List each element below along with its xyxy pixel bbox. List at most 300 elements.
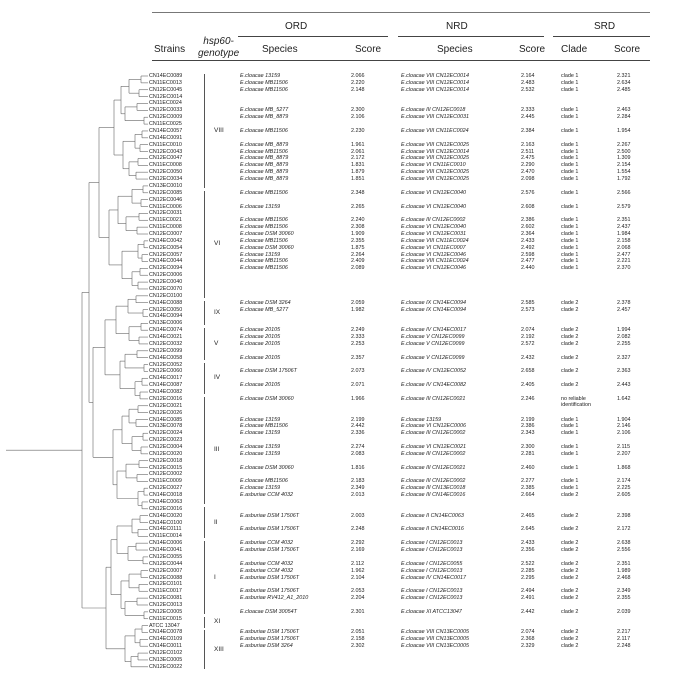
srd-score: 2.158 bbox=[617, 237, 631, 244]
nrd-score: 2.277 bbox=[521, 478, 535, 485]
ord-species: E.cloacae 13159 bbox=[240, 251, 281, 258]
strain-label: CN14EC0091 bbox=[149, 134, 183, 141]
strain-label: CN12EC0021 bbox=[149, 402, 183, 409]
genotype-label: IV bbox=[214, 374, 221, 382]
genotype-bracket bbox=[204, 541, 205, 614]
nrd-score: 2.460 bbox=[521, 464, 535, 471]
srd-score: 2.267 bbox=[617, 141, 631, 148]
nrd-species: E.cloacae II CN14EC0016 bbox=[401, 526, 464, 533]
srd-score: 2.115 bbox=[617, 443, 631, 450]
ord-score: 2.061 bbox=[351, 148, 365, 155]
srd-clade: clade 1 bbox=[561, 189, 579, 196]
strain-label: CN12EC0026 bbox=[149, 409, 183, 416]
nrd-score: 2.163 bbox=[521, 141, 535, 148]
nrd-score: 2.074 bbox=[521, 327, 535, 334]
nrd-score: 2.192 bbox=[521, 334, 535, 341]
ord-species: E.cloacae DSM 30060 bbox=[240, 395, 294, 402]
genotype-bracket bbox=[204, 397, 205, 504]
ord-species: E.asburiae DSM 17506T bbox=[240, 547, 300, 554]
nrd-species: E.cloacae VI CN12EC0046 bbox=[401, 265, 467, 272]
srd-clade: clade 2 bbox=[561, 595, 579, 602]
nrd-header: NRD bbox=[446, 21, 468, 32]
srd-score: 2.351 bbox=[617, 217, 631, 224]
srd-clade: clade 2 bbox=[561, 340, 579, 347]
ord-species: E.cloacae 20105 bbox=[240, 354, 281, 361]
strain-label: CN12EC0022 bbox=[149, 663, 183, 670]
nrd-species: E.cloacae VI CN12EC0040 bbox=[401, 203, 467, 210]
strain-label: CN12EC0047 bbox=[149, 155, 183, 162]
nrd-score: 2.465 bbox=[521, 512, 535, 519]
ord-species: E.cloacae DSM 30054T bbox=[240, 608, 297, 615]
strain-label: CN14EC0058 bbox=[149, 354, 183, 361]
strain-label: CN12EC0014 bbox=[149, 93, 183, 100]
ord-score: 2.336 bbox=[351, 430, 365, 437]
ord-score: 2.148 bbox=[351, 86, 365, 93]
nrd-score: 2.645 bbox=[521, 526, 535, 533]
strain-label: CN13EC0010 bbox=[149, 182, 183, 189]
nrd-species: E.cloacae III CN12EC0021 bbox=[401, 464, 466, 471]
strain-label: CN12EC0005 bbox=[149, 608, 183, 615]
strain-label: CN12EC0044 bbox=[149, 560, 183, 567]
ord-species: E.cloacae MB_8879 bbox=[240, 176, 289, 183]
srd-clade: clade 1 bbox=[561, 244, 579, 251]
strains-header: Strains bbox=[154, 44, 186, 55]
ord-species: E.asburiae CCM 4032 bbox=[240, 567, 294, 574]
ord-species: E.cloacae MB_8879 bbox=[240, 162, 289, 169]
nrd-score: 2.532 bbox=[521, 86, 535, 93]
srd-score: 2.485 bbox=[617, 86, 631, 93]
ord-score: 2.292 bbox=[351, 540, 365, 547]
ord-score: 1.961 bbox=[351, 141, 365, 148]
nrd-species: E.cloacae III CN12EC0002 bbox=[401, 217, 466, 224]
nrd-species: E.cloacae VI CN12EC0046 bbox=[401, 251, 467, 258]
strain-label: CN12EC0050 bbox=[149, 169, 183, 176]
ord-species: E.cloacae MB_8879 bbox=[240, 169, 289, 176]
ord-species: E.cloacae DSM 30060 bbox=[240, 231, 294, 237]
nrd-species: E.cloacae I CN12EC0013 bbox=[401, 567, 463, 574]
strain-label: CN12EC0043 bbox=[149, 148, 183, 155]
ord-species: E.cloacae MB_5277 bbox=[240, 306, 289, 313]
nrd-species: E.cloacae V CN12EC0099 bbox=[401, 340, 465, 347]
nrd-species: E.cloacae III CN12EC0021 bbox=[401, 395, 466, 402]
srd-score: 2.500 bbox=[617, 148, 631, 155]
nrd-score: 2.329 bbox=[521, 643, 535, 650]
ord-score: 2.089 bbox=[351, 265, 365, 272]
nrd-species: E.cloacae IV CN12EC0052 bbox=[401, 368, 467, 375]
nrd-species: E.cloacae IV CN14EC0017 bbox=[401, 574, 467, 581]
nrd-score: 2.384 bbox=[521, 127, 535, 134]
nrd-species: E.cloacae VI CN12EC0021 bbox=[401, 443, 467, 450]
srd-clade-header: Clade bbox=[561, 44, 588, 55]
srd-clade: clade 2 bbox=[561, 608, 579, 615]
srd-clade: clade 1 bbox=[561, 148, 579, 155]
nrd-score: 2.356 bbox=[521, 547, 535, 554]
genotype-bracket bbox=[204, 328, 205, 359]
srd-clade: clade 1 bbox=[561, 485, 579, 492]
strain-label: CN14EC0111 bbox=[149, 526, 182, 533]
nrd-score: 2.491 bbox=[521, 595, 535, 602]
srd-score: 2.117 bbox=[617, 636, 631, 643]
nrd-score: 2.511 bbox=[521, 148, 535, 155]
srd-clade: clade 2 bbox=[561, 512, 579, 519]
genotype-label: V bbox=[214, 339, 219, 347]
strain-label: CN12EC0101 bbox=[149, 581, 183, 588]
ord-score: 2.253 bbox=[351, 340, 365, 347]
nrd-species: E.cloacae VIII CN13EC0005 bbox=[401, 643, 470, 650]
nrd-score: 2.433 bbox=[521, 540, 535, 547]
strain-label: CN14EC0041 bbox=[149, 547, 183, 554]
strain-label: CN12EC0070 bbox=[149, 285, 183, 292]
ord-species: E.cloacae 20105 bbox=[240, 340, 281, 347]
srd-score: 2.248 bbox=[617, 643, 631, 650]
nrd-species: E.cloacae VIII CN11EC0024 bbox=[401, 258, 469, 265]
genotype-bracket bbox=[204, 363, 205, 394]
srd-score: 2.174 bbox=[617, 478, 631, 485]
srd-clade: clade 1 bbox=[561, 176, 579, 183]
nrd-score: 2.364 bbox=[521, 231, 535, 237]
srd-clade: clade 2 bbox=[561, 306, 579, 313]
ord-score: 2.355 bbox=[351, 237, 365, 244]
nrd-score: 2.385 bbox=[521, 485, 535, 492]
ord-score: 2.169 bbox=[351, 547, 365, 554]
genotype-bracket bbox=[204, 191, 205, 298]
srd-score: 2.579 bbox=[617, 203, 631, 210]
strain-label: CN14EC0018 bbox=[149, 492, 183, 499]
srd-score: 2.039 bbox=[617, 608, 631, 615]
nrd-score: 2.658 bbox=[521, 368, 535, 375]
nrd-score: 2.440 bbox=[521, 265, 535, 272]
srd-clade: clade 1 bbox=[561, 430, 579, 437]
strain-label: CN12EC0024 bbox=[149, 430, 183, 437]
srd-clade: clade 1 bbox=[561, 237, 579, 244]
srd-score: 1.904 bbox=[617, 416, 631, 423]
srd-clade: clade 1 bbox=[561, 416, 579, 423]
ord-species: E.asburiae CCM 4032 bbox=[240, 560, 294, 567]
ord-rule bbox=[238, 36, 388, 37]
strain-label: CN14EC0006 bbox=[149, 540, 183, 547]
srd-clade: clade 1 bbox=[561, 107, 579, 114]
ord-score: 1.962 bbox=[351, 567, 365, 574]
srd-score: 1.642 bbox=[617, 395, 631, 402]
ord-species: E.cloacae MB_8879 bbox=[240, 141, 289, 148]
strain-label: CN12EC0007 bbox=[149, 231, 183, 237]
strain-label: CN12EC0018 bbox=[149, 457, 183, 464]
srd-clade: clade 1 bbox=[561, 114, 579, 121]
srd-score: 2.321 bbox=[617, 73, 631, 79]
strain-label: CN12EC0016 bbox=[149, 505, 183, 512]
strain-label: CN12EC0006 bbox=[149, 272, 183, 279]
strain-label: CN14EC0078 bbox=[149, 629, 183, 636]
nrd-species: E.cloacae III CN13EC0018 bbox=[401, 485, 466, 492]
ord-species: E.asburiae CCM 4032 bbox=[240, 540, 294, 547]
strain-label: CN14EC0109 bbox=[149, 636, 183, 643]
ord-score: 2.240 bbox=[351, 217, 365, 224]
srd-score: 2.172 bbox=[617, 526, 631, 533]
nrd-score: 2.300 bbox=[521, 443, 535, 450]
nrd-species: E.cloacae VI CN12EC0040 bbox=[401, 224, 467, 231]
nrd-species: E.cloacae VI CN11EC0007 bbox=[401, 244, 466, 251]
nrd-score: 2.585 bbox=[521, 299, 535, 306]
strain-label: CN14EC0021 bbox=[149, 334, 183, 341]
ord-score: 1.966 bbox=[351, 395, 365, 402]
genotype-bracket bbox=[204, 74, 205, 188]
strain-label: CN12EC0016 bbox=[149, 395, 183, 402]
srd-score-header: Score bbox=[614, 44, 641, 55]
genotype-bracket bbox=[204, 301, 205, 326]
srd-score: 2.327 bbox=[617, 354, 631, 361]
ord-score: 2.199 bbox=[351, 416, 365, 423]
strain-label: CN14EC0020 bbox=[149, 512, 183, 519]
strain-label: CN11EC0008 bbox=[149, 224, 182, 231]
ord-score: 2.053 bbox=[351, 588, 365, 595]
ord-species-header: Species bbox=[262, 44, 298, 55]
srd-clade: clade 1 bbox=[561, 169, 579, 176]
strain-label: CN14EC0044 bbox=[149, 258, 183, 265]
strain-label: CN12EC0100 bbox=[149, 292, 183, 299]
ord-score: 2.083 bbox=[351, 450, 365, 457]
ord-species: E.cloacae MB11506 bbox=[240, 258, 288, 265]
ord-species: E.asburiae CCM 4032 bbox=[240, 492, 294, 499]
strain-label: CN11EC0006 bbox=[149, 203, 182, 210]
ord-species: E.cloacae DSM 30060 bbox=[240, 464, 294, 471]
srd-score: 1.792 bbox=[617, 176, 631, 183]
strain-label: CN11EC0024 bbox=[149, 100, 182, 107]
strain-label: CN11EC0015 bbox=[149, 615, 182, 622]
nrd-score: 2.386 bbox=[521, 423, 535, 430]
ord-score: 2.112 bbox=[351, 560, 365, 567]
nrd-species: E.cloacae VI CN11EC0010 bbox=[401, 162, 466, 169]
srd-clade: clade 2 bbox=[561, 368, 579, 375]
nrd-species: E.cloacae IV CN14EC0017 bbox=[401, 327, 467, 334]
nrd-species: E.cloacae VIII CN11EC0024 bbox=[401, 237, 469, 244]
srd-score: 2.605 bbox=[617, 492, 631, 499]
ord-species: E.asburiae DSM 17506T bbox=[240, 636, 300, 643]
strain-label: CN12EC0102 bbox=[149, 650, 183, 657]
srd-clade: clade 2 bbox=[561, 574, 579, 581]
nrd-score: 2.492 bbox=[521, 244, 535, 251]
nrd-score: 2.333 bbox=[521, 107, 535, 114]
ord-species: E.cloacae MB11506 bbox=[240, 478, 288, 485]
strain-label: CN12EC0015 bbox=[149, 464, 183, 471]
srd-score: 2.566 bbox=[617, 189, 631, 196]
ord-species: E.cloacae 20105 bbox=[240, 382, 281, 389]
strain-label: CN12EC0085 bbox=[149, 189, 183, 196]
strain-label: CN12EC0004 bbox=[149, 443, 183, 450]
ord-species: E.cloacae MB11506 bbox=[240, 189, 288, 196]
strain-label: CN12EC0046 bbox=[149, 196, 183, 203]
strain-label: CN11EC0013 bbox=[149, 79, 182, 86]
srd-score: 2.225 bbox=[617, 485, 631, 492]
srd-clade: clade 1 bbox=[561, 79, 579, 86]
nrd-species: E.cloacae III CN12EC0002 bbox=[401, 430, 466, 437]
srd-score: 2.221 bbox=[617, 258, 631, 265]
nrd-species: E.cloacae IV CN14EC0082 bbox=[401, 382, 467, 389]
genotype-label: IX bbox=[214, 309, 221, 316]
ord-score: 2.301 bbox=[351, 608, 365, 615]
ord-score: 1.982 bbox=[351, 306, 365, 313]
ord-score: 1.831 bbox=[351, 162, 365, 169]
ord-score: 2.248 bbox=[351, 526, 365, 533]
ord-species: E.cloacae MB11506 bbox=[240, 148, 288, 155]
nrd-score: 2.246 bbox=[521, 395, 535, 402]
srd-score: 1.954 bbox=[617, 127, 631, 134]
strain-label: CN11EC0021 bbox=[149, 217, 182, 224]
srd-clade: clade 2 bbox=[561, 540, 579, 547]
srd-score: 2.477 bbox=[617, 251, 631, 258]
srd-score: 1.989 bbox=[617, 567, 631, 574]
nrd-species: E.cloacae I CN12EC0013 bbox=[401, 595, 463, 602]
nrd-species: E.cloacae VIII CN12EC0025 bbox=[401, 169, 470, 176]
ord-score: 2.013 bbox=[351, 492, 365, 499]
srd-clade: clade 1 bbox=[561, 258, 579, 265]
nrd-score: 2.290 bbox=[521, 162, 535, 169]
ord-score: 2.073 bbox=[351, 368, 365, 375]
nrd-species: E.cloacae III CN12EC0018 bbox=[401, 107, 466, 114]
srd-clade: clade 1 bbox=[561, 265, 579, 272]
nrd-score: 2.573 bbox=[521, 306, 535, 313]
srd-score: 2.556 bbox=[617, 547, 631, 554]
nrd-score: 2.494 bbox=[521, 588, 535, 595]
ord-score: 1.875 bbox=[351, 244, 365, 251]
srd-clade: clade 2 bbox=[561, 354, 579, 361]
ord-species: E.cloacae 13159 bbox=[240, 443, 281, 450]
srd-score: 1.554 bbox=[617, 169, 631, 176]
strain-label: CN14EC0017 bbox=[149, 375, 183, 382]
ord-species: E.cloacae MB_5277 bbox=[240, 107, 289, 114]
ord-score: 1.879 bbox=[351, 169, 365, 176]
srd-clade: clade 1 bbox=[561, 127, 579, 134]
ord-score: 1.909 bbox=[351, 231, 365, 237]
nrd-species: E.cloacae III CN14EC0016 bbox=[401, 492, 466, 499]
srd-score: 2.463 bbox=[617, 107, 631, 114]
srd-score: 2.351 bbox=[617, 560, 631, 567]
nrd-species: E.cloacae VIII CN12EC0025 bbox=[401, 155, 470, 162]
srd-clade: clade 1 bbox=[561, 464, 579, 471]
srd-score: 2.217 bbox=[617, 629, 631, 636]
srd-score: 2.146 bbox=[617, 423, 631, 430]
ord-score: 2.302 bbox=[351, 643, 365, 650]
srd-score: 2.349 bbox=[617, 588, 631, 595]
genotype-bracket bbox=[204, 617, 205, 628]
nrd-score: 2.572 bbox=[521, 340, 535, 347]
srd-clade: clade 1 bbox=[561, 443, 579, 450]
strain-label: CN12EC0099 bbox=[149, 347, 183, 354]
genotype-bracket bbox=[204, 507, 205, 538]
genotype-label: III bbox=[214, 446, 220, 454]
srd-clade: clade 2 bbox=[561, 299, 579, 306]
genotype-label: XIII bbox=[214, 645, 224, 653]
nrd-score: 2.483 bbox=[521, 79, 535, 86]
nrd-score: 2.598 bbox=[521, 251, 535, 258]
srd-score: 2.398 bbox=[617, 512, 631, 519]
nrd-species: E.cloacae III CN12EC0002 bbox=[401, 450, 466, 457]
genotype-label: VIII bbox=[214, 126, 224, 134]
srd-clade: no reliable identification bbox=[561, 395, 591, 408]
ord-species: E.cloacae 20105 bbox=[240, 327, 281, 334]
nrd-species: E.cloacae VI CN12EC0040 bbox=[401, 189, 467, 196]
ord-score: 2.409 bbox=[351, 258, 365, 265]
nrd-score: 2.477 bbox=[521, 258, 535, 265]
strain-label: CN14EC0042 bbox=[149, 237, 183, 244]
ord-score: 2.300 bbox=[351, 107, 365, 114]
srd-score: 2.634 bbox=[617, 79, 631, 86]
srd-clade: clade 1 bbox=[561, 423, 579, 430]
ord-species: E.cloacae DSM 17506T bbox=[240, 368, 297, 375]
srd-score: 2.468 bbox=[617, 574, 631, 581]
strain-label: CN12EC0023 bbox=[149, 437, 183, 444]
strain-label: CN14EC0089 bbox=[149, 73, 183, 79]
nrd-species: E.cloacae VIII CN12EC0014 bbox=[401, 73, 470, 79]
nrd-score: 2.445 bbox=[521, 114, 535, 121]
ord-score: 2.220 bbox=[351, 79, 365, 86]
strain-label: CN14EC0082 bbox=[149, 389, 183, 396]
ord-score: 2.104 bbox=[351, 574, 365, 581]
srd-score: 1.309 bbox=[617, 155, 631, 162]
ord-score: 2.204 bbox=[351, 595, 365, 602]
srd-score: 2.207 bbox=[617, 450, 631, 457]
srd-score: 2.255 bbox=[617, 340, 631, 347]
strain-label: CN13EC0006 bbox=[149, 320, 183, 327]
ord-species: E.cloacae 13159 bbox=[240, 450, 281, 457]
nrd-species: E.cloacae I CN12EC0055 bbox=[401, 560, 463, 567]
nrd-score: 2.608 bbox=[521, 203, 535, 210]
srd-score: 1.984 bbox=[617, 231, 631, 237]
strain-label: CN13EC0078 bbox=[149, 423, 183, 430]
nrd-score: 2.432 bbox=[521, 354, 535, 361]
srd-clade: clade 1 bbox=[561, 155, 579, 162]
ord-score: 2.172 bbox=[351, 155, 365, 162]
ord-species: E.cloacae DSM 30060 bbox=[240, 244, 294, 251]
ord-species: E.asburiae DSM 17506T bbox=[240, 574, 300, 581]
nrd-species: E.cloacae VIII CN12EC0014 bbox=[401, 148, 470, 155]
srd-clade: clade 2 bbox=[561, 588, 579, 595]
strain-label: CN14EC0088 bbox=[149, 299, 183, 306]
strain-label: CN11EC0009 bbox=[149, 478, 182, 485]
nrd-species: E.cloacae V CN12EC0099 bbox=[401, 334, 465, 341]
genotype-label: VI bbox=[214, 240, 221, 248]
srd-score: 2.443 bbox=[617, 382, 631, 389]
srd-clade: clade 1 bbox=[561, 231, 579, 237]
ord-score: 1.851 bbox=[351, 176, 365, 183]
ord-species: E.asburiae DSM 17506T bbox=[240, 588, 300, 595]
srd-score: 2.638 bbox=[617, 540, 631, 547]
srd-clade: clade 2 bbox=[561, 560, 579, 567]
nrd-species: E.cloacae XI ATCC13047 bbox=[401, 608, 462, 615]
nrd-species: E.cloacae VIII CN11EC0024 bbox=[401, 127, 469, 134]
nrd-score: 2.405 bbox=[521, 382, 535, 389]
strain-label: CN12EC0052 bbox=[149, 361, 183, 368]
srd-score: 2.363 bbox=[617, 368, 631, 375]
nrd-species: E.cloacae VIII CN13EC0005 bbox=[401, 629, 470, 636]
ord-score: 2.003 bbox=[351, 512, 365, 519]
srd-score: 2.370 bbox=[617, 265, 631, 272]
strain-label: CN12EC0081 bbox=[149, 595, 183, 602]
strain-label: CN11EC0014 bbox=[149, 533, 182, 540]
ord-species: E.cloacae 13159 bbox=[240, 416, 281, 423]
ord-species: E.cloacae 20105 bbox=[240, 334, 281, 341]
nrd-score: 2.164 bbox=[521, 73, 535, 79]
nrd-species: E.cloacae I CN12EC0013 bbox=[401, 547, 463, 554]
ord-species: E.cloacae MB11506 bbox=[240, 79, 288, 86]
srd-clade: clade 1 bbox=[561, 141, 579, 148]
ord-species: E.cloacae MB_8879 bbox=[240, 155, 289, 162]
srd-clade: clade 2 bbox=[561, 382, 579, 389]
ord-score: 2.349 bbox=[351, 485, 365, 492]
strain-label: CN14EC0011 bbox=[149, 643, 182, 650]
ord-species: E.cloacae DSM 3264 bbox=[240, 299, 291, 306]
nrd-score-header: Score bbox=[519, 44, 546, 55]
srd-header: SRD bbox=[594, 21, 616, 32]
